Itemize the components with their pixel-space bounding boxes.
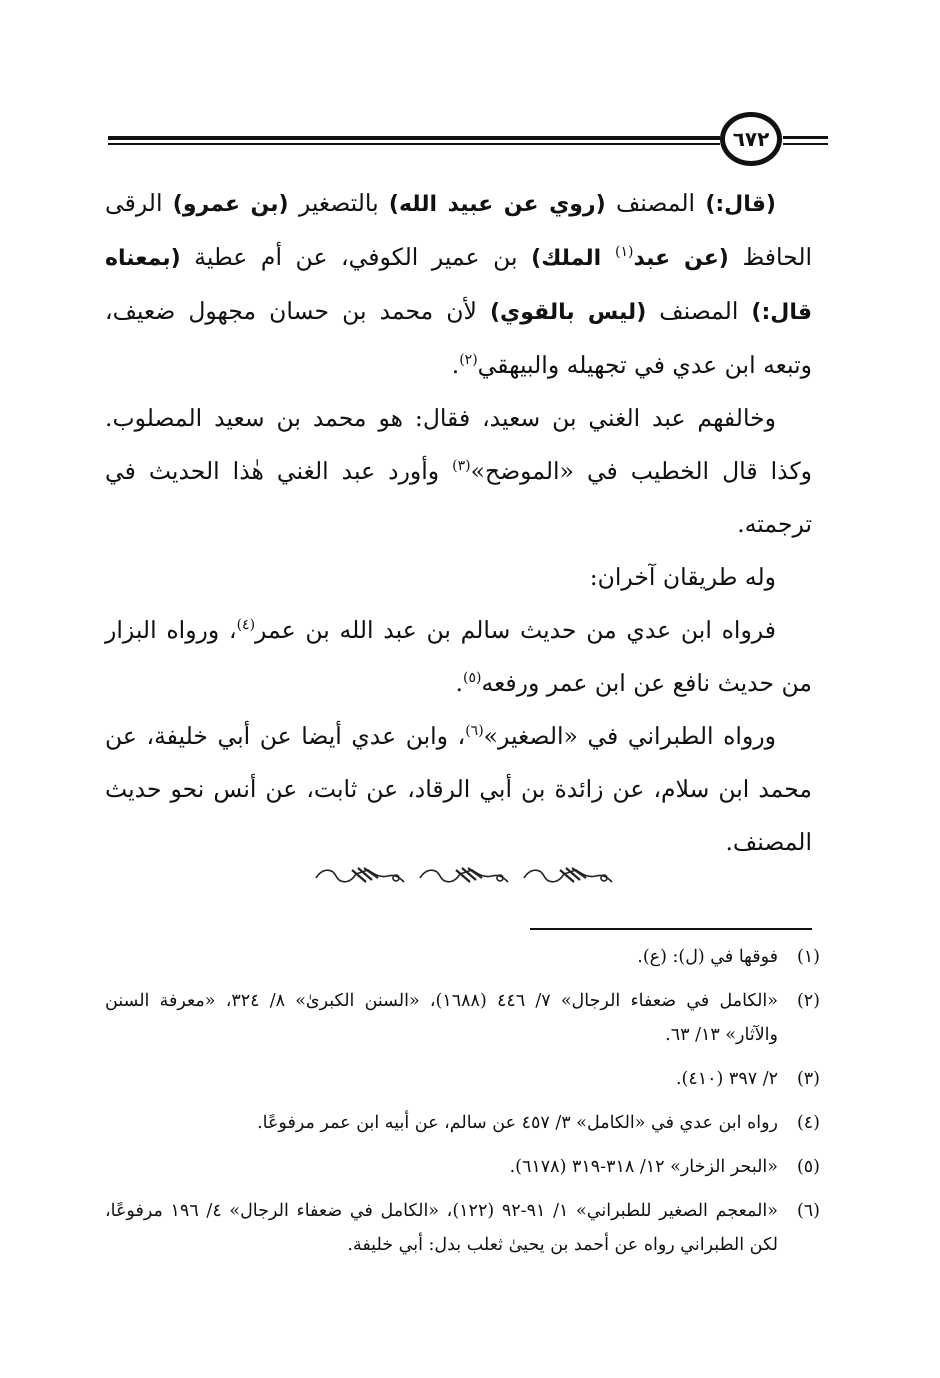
text-run: ، وابن عدي أيضا عن أبي خليفة، عن محمد ابن سلام، عن زائدة بن أبي الرقاد، عن ثابت، عن أنس نحو حديث المصنف.: [105, 722, 812, 856]
paragraph-1: [105, 177, 812, 392]
bold-phrase: (ليس بالقوي): [490, 300, 647, 325]
text-run: المصنف: [605, 189, 706, 217]
header-rule-right: [783, 136, 828, 139]
text-run: لأن محمد بن حسان مجهول ضعيف، وتبعه ابن عدي في تجهيله والبيهقي: [105, 297, 812, 379]
footnote-number: (٦): [796, 1201, 820, 1221]
footnote-ref[interactable]: (١): [615, 244, 634, 261]
paragraph-3: [105, 551, 812, 604]
page-number-badge: [720, 112, 782, 166]
footnote: [105, 1150, 820, 1184]
footnote: [105, 1106, 820, 1140]
footnote-ref[interactable]: (٥): [463, 670, 482, 687]
paragraph-2: [105, 392, 812, 551]
footnote-ref[interactable]: (٦): [465, 723, 484, 740]
text-run: فرواه ابن عدي من حديث سالم بن عبد الله بن عمر: [255, 616, 776, 644]
bold-phrase: (عن عبد: [633, 246, 729, 271]
footnote-text: ٢/ ٣٩٧ (٤١٠).: [675, 1069, 778, 1089]
text-run: وخالفهم عبد الغني بن سعيد، فقال: هو محمد بن سعيد المصلوب. وكذا قال الخطيب في «الموضح»: [105, 404, 812, 485]
footnote: [105, 1194, 820, 1262]
footnote-text: «البحر الزخار» ١٢/ ٣١٨-٣١٩ (٦١٧٨).: [509, 1157, 778, 1177]
text-run: ، ورواه البزار من حديث نافع عن ابن عمر ورفعه: [105, 616, 812, 697]
footnote-number: (٤): [796, 1113, 820, 1133]
footnote: [105, 984, 820, 1052]
text-run: الرقى الحافظ: [105, 189, 813, 271]
text-run: .: [451, 351, 460, 379]
footnote-separator: [530, 928, 812, 930]
section-ornament: [308, 860, 620, 890]
footnote-text: «المعجم الصغير للطبراني» ١/ ٩١-٩٢ (١٢٢)، «الكامل في ضعفاء الرجال» ٤/ ١٩٦ مرفوعًا، لكن الطبراني رواه عن أحمد بن يحيىٰ ثعلب بدل: أبي خليفة.: [105, 1201, 778, 1255]
footnote-ref[interactable]: (٣): [452, 458, 471, 475]
header-rule-right-thin: [783, 143, 828, 145]
footnote-number: (٥): [796, 1157, 820, 1177]
footnote-text: «الكامل في ضعفاء الرجال» ٧/ ٤٤٦ (١٦٨٨)، «السنن الكبرىٰ» ٨/ ٣٢٤، «معرفة السنن والآثار» ١٣/ ٦٣.: [105, 991, 778, 1045]
footnote-number: (١): [796, 947, 820, 967]
footnotes: [105, 940, 820, 1272]
page-number: ٦٧٢: [732, 127, 770, 151]
text-run: المصنف: [646, 297, 752, 325]
footnote-number: (٢): [796, 991, 820, 1011]
header-rule-thin: [108, 143, 720, 145]
text-run: بن عمير الكوفي، عن أم عطية: [180, 243, 532, 271]
text-run: بالتصغير: [288, 189, 389, 217]
text-run: وأورد عبد الغني هٰذا الحديث في ترجمته.: [105, 457, 812, 538]
text-run: ورواه الطبراني في «الصغير»: [483, 722, 776, 750]
footnote-text: رواه ابن عدي في «الكامل» ٣/ ٤٥٧ عن سالم، عن أبيه ابن عمر مرفوعًا.: [257, 1113, 778, 1133]
paragraph-4: [105, 604, 812, 710]
footnote: [105, 940, 820, 974]
footnote-ref[interactable]: (٢): [459, 352, 478, 369]
footnote-text: فوقها في (ل): (ع).: [637, 947, 778, 967]
text-run: وله طريقان آخران:: [589, 563, 776, 591]
footnote-number: (٣): [796, 1069, 820, 1089]
bold-phrase: (بمعناه قال:): [105, 246, 813, 325]
bold-phrase: (قال:): [705, 192, 776, 217]
footnote-ref[interactable]: (٤): [236, 617, 256, 634]
footnote: [105, 1062, 820, 1096]
main-text: [105, 177, 812, 869]
paragraph-5: [105, 710, 812, 869]
bold-phrase: الملك): [531, 246, 615, 271]
bold-phrase: (بن عمرو): [172, 192, 289, 217]
bold-phrase: (روي عن عبيد الله): [388, 192, 606, 217]
page-header: [108, 110, 828, 170]
text-run: .: [455, 669, 463, 697]
header-rule: [108, 136, 720, 140]
